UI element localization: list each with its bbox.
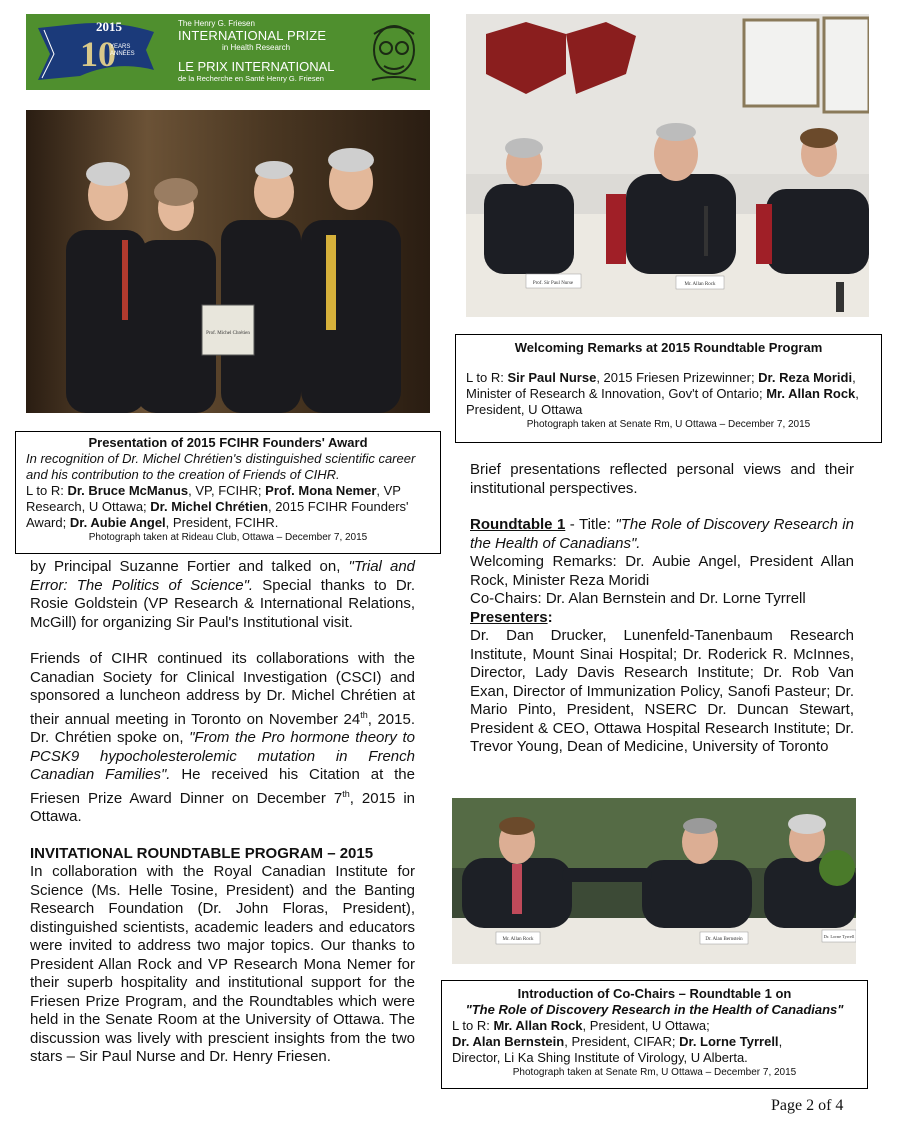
- right-paragraph-1: Brief presentations reflected personal views and their institutional perspectives.: [470, 461, 854, 497]
- left-paragraph-1: [30, 558, 415, 632]
- welcoming-remarks-photo-icon: [466, 14, 869, 317]
- p1-b: Special thanks to Dr. Rosie Goldstein (VP Research & International Relations, McGill) for organizing Sir Paul's Institutional visit.: [30, 576, 415, 631]
- role-3: , President, U Ottawa: [466, 386, 859, 417]
- caption-cochairs-title-2: "The Role of Discovery Research in the Health of Canadians": [465, 1002, 844, 1017]
- photo-co-chairs: [452, 798, 856, 964]
- caption-cochairs-title-1: Introduction of Co-Chairs – Roundtable 1 on: [517, 986, 792, 1001]
- caption-co-chairs: [441, 980, 868, 1089]
- name-chretien: Dr. Michel Chrétien: [150, 499, 269, 514]
- caption-founders-photo-note: Photograph taken at Rideau Club, Ottawa – December 7, 2015: [88, 532, 368, 543]
- role-2: , VP Research, U Ottawa;: [26, 483, 401, 514]
- name-rock: Mr. Allan Rock: [766, 386, 856, 401]
- name-nurse: Sir Paul Nurse: [507, 370, 597, 385]
- placard-tyrrell: Dr. Lorne Tyrrell: [823, 934, 855, 939]
- caption-founders-names: [26, 483, 430, 531]
- placard-bernstein: Dr. Alan Bernstein: [705, 937, 743, 942]
- caption-welcome-title: Welcoming Remarks at 2015 Roundtable Program: [514, 340, 823, 355]
- lto-label: L to R:: [452, 1018, 494, 1033]
- p2-sup2: th: [342, 788, 350, 799]
- years-label: YEARS: [110, 44, 131, 50]
- left-paragraph-3: In collaboration with the Royal Canadian Institute for Science (Ms. Helle Tosine, President) and the Banting Research Foundation (Dr. John Floras, President), distinguished scientists, academic leaders and educators were invited to address two major topics. Our thanks to President Allan Rock and VP Research Mona Nemer for their superb hospitality and institutional support for the Friesen Prize Program, and the Roundtables which were held in the Senate Room at the University of Ottawa. The discussion was lively with prescient insights from the two stars – Sir Paul Nurse and Dr. Henry Friesen.: [30, 863, 415, 1065]
- certificate-text: Prof. Michel Chrétien: [206, 331, 250, 336]
- photo-welcoming-remarks: [466, 14, 869, 317]
- banner-years-label: [110, 44, 135, 58]
- p2-b: , 2015. Dr. Chrétien spoke on,: [30, 710, 415, 746]
- placard-nurse: Prof. Sir Paul Nurse: [532, 281, 574, 286]
- placard-rock-2: Mr. Allan Rock: [502, 937, 534, 942]
- role-4: Director, Li Ka Shing Institute of Virology, U Alberta.: [452, 1050, 748, 1065]
- photo-founders-award: [26, 110, 430, 413]
- banner-ten: 10: [80, 34, 116, 74]
- presenters-list: Dr. Dan Drucker, Lunenfeld-Tanenbaum Research Institute, Mount Sinai Hospital; Dr. Roderick R. McInnes, Director, Lady Davis Research Institute; Dr. Rob Van Exan, Director of Immunization Policy, Sanofi Pasteur; Dr. Mario Pinto, President, NSERC Dr. Duncan Stewart, President & CEO, Ottawa Hospital Research Institute; Dr. Trevor Young, Dean of Medicine, University of Toronto: [470, 627, 854, 755]
- caption-welcome-photo-note: Photograph taken at Senate Rm, U Ottawa – December 7, 2015: [526, 419, 811, 430]
- right-column: [470, 461, 854, 757]
- presenters-colon: :: [547, 608, 553, 626]
- lto-label: L to R:: [466, 370, 508, 385]
- p2-em: "From the Pro hormone theory to PCSK9 hypocholesterolemic mutation in French Canadian Families".: [30, 729, 415, 783]
- caption-welcome-names: [466, 370, 871, 418]
- role-2: , President, CIFAR;: [564, 1034, 680, 1049]
- banner-line-3: in Health Research: [222, 43, 291, 52]
- name-mcmanus: Dr. Bruce McManus: [67, 483, 189, 498]
- banner-line-2: INTERNATIONAL PRIZE: [178, 28, 327, 43]
- page-number: Page 2 of 4: [771, 1097, 844, 1114]
- founders-award-photo-icon: [26, 110, 430, 413]
- role-1: , President, U Ottawa;: [582, 1018, 710, 1033]
- placard-rock: Mr. Allan Rock: [684, 282, 716, 287]
- cochairs-line: Co-Chairs: Dr. Alan Bernstein and Dr. Lorne Tyrrell: [470, 590, 806, 607]
- roundtable-label: Roundtable 1: [470, 516, 566, 533]
- banner-line-1: The Henry G. Friesen: [178, 19, 255, 28]
- left-column: [30, 558, 415, 1067]
- name-angel: Dr. Aubie Angel: [69, 515, 166, 530]
- caption-cochairs-names: [452, 1018, 857, 1066]
- caption-founders-award: [15, 431, 441, 554]
- co-chairs-photo-icon: [452, 798, 856, 964]
- p2-d: , 2015 in Ottawa.: [30, 789, 415, 825]
- roundtable-1-title: [470, 516, 854, 553]
- portrait-sketch-icon: [362, 20, 426, 86]
- name-moridi: Dr. Reza Moridi: [758, 370, 853, 385]
- section-heading-roundtable: INVITATIONAL ROUNDTABLE PROGRAM – 2015: [30, 844, 374, 862]
- presenters-heading: [470, 609, 854, 628]
- p2-a: Friends of CIHR continued its collaborations with the Canadian Society for Clinical Investigation (CSCI) and sponsored a luncheon address by Dr. Michel Chrétien at their annual meeting in Toronto on November 24: [30, 650, 415, 728]
- role-1: , VP, FCIHR;: [188, 483, 266, 498]
- role-4: , President, FCIHR.: [165, 515, 279, 530]
- role-3: ,: [778, 1034, 783, 1049]
- name-bernstein: Dr. Alan Bernstein: [452, 1034, 565, 1049]
- banner-line-4: LE PRIX INTERNATIONAL: [178, 59, 335, 74]
- caption-welcoming-remarks: [455, 334, 882, 443]
- roundtable-dash: - Title:: [565, 516, 616, 533]
- caption-founders-italic: In recognition of Dr. Michel Chrétien's distinguished scientific career and his contribution to the creation of Friends of CIHR.: [26, 451, 416, 482]
- lto-label: L to R:: [26, 483, 68, 498]
- p2-c: He received his Citation at the Friesen Prize Award Dinner on December 7: [30, 766, 415, 807]
- roundtable-title: "The Role of Discovery Research in the Health of Canadians".: [470, 516, 854, 552]
- welcoming-remarks-line: Welcoming Remarks: Dr. Aubie Angel, President Allan Rock, Minister Reza Moridi: [470, 553, 854, 589]
- banner-year: 2015: [96, 19, 122, 34]
- annees-label: ANNÉES: [110, 51, 135, 57]
- p1-em: "Trial and Error: The Politics of Science".: [30, 558, 415, 594]
- p2-sup1: th: [360, 709, 368, 720]
- name-rock: Mr. Allan Rock: [493, 1018, 583, 1033]
- p1-a: by Principal Suzanne Fortier and talked on,: [30, 558, 349, 575]
- caption-founders-title: Presentation of 2015 FCIHR Founders' Award: [88, 435, 368, 450]
- name-tyrrell: Dr. Lorne Tyrrell: [679, 1034, 779, 1049]
- banner-line-5: de la Recherche en Santé Henry G. Friesen: [178, 74, 324, 83]
- name-nemer: Prof. Mona Nemer: [265, 483, 377, 498]
- role-1: , 2015 Friesen Prizewinner;: [596, 370, 759, 385]
- caption-cochairs-photo-note: Photograph taken at Senate Rm, U Ottawa – December 7, 2015: [512, 1067, 797, 1078]
- left-paragraph-2: [30, 650, 415, 827]
- prize-banner: [26, 14, 430, 90]
- role-3: , 2015 FCIHR Founders' Award;: [26, 499, 409, 530]
- presenters-label: Presenters: [470, 608, 548, 626]
- role-2: , Minister of Research & Innovation, Gov't of Ontario;: [466, 370, 856, 401]
